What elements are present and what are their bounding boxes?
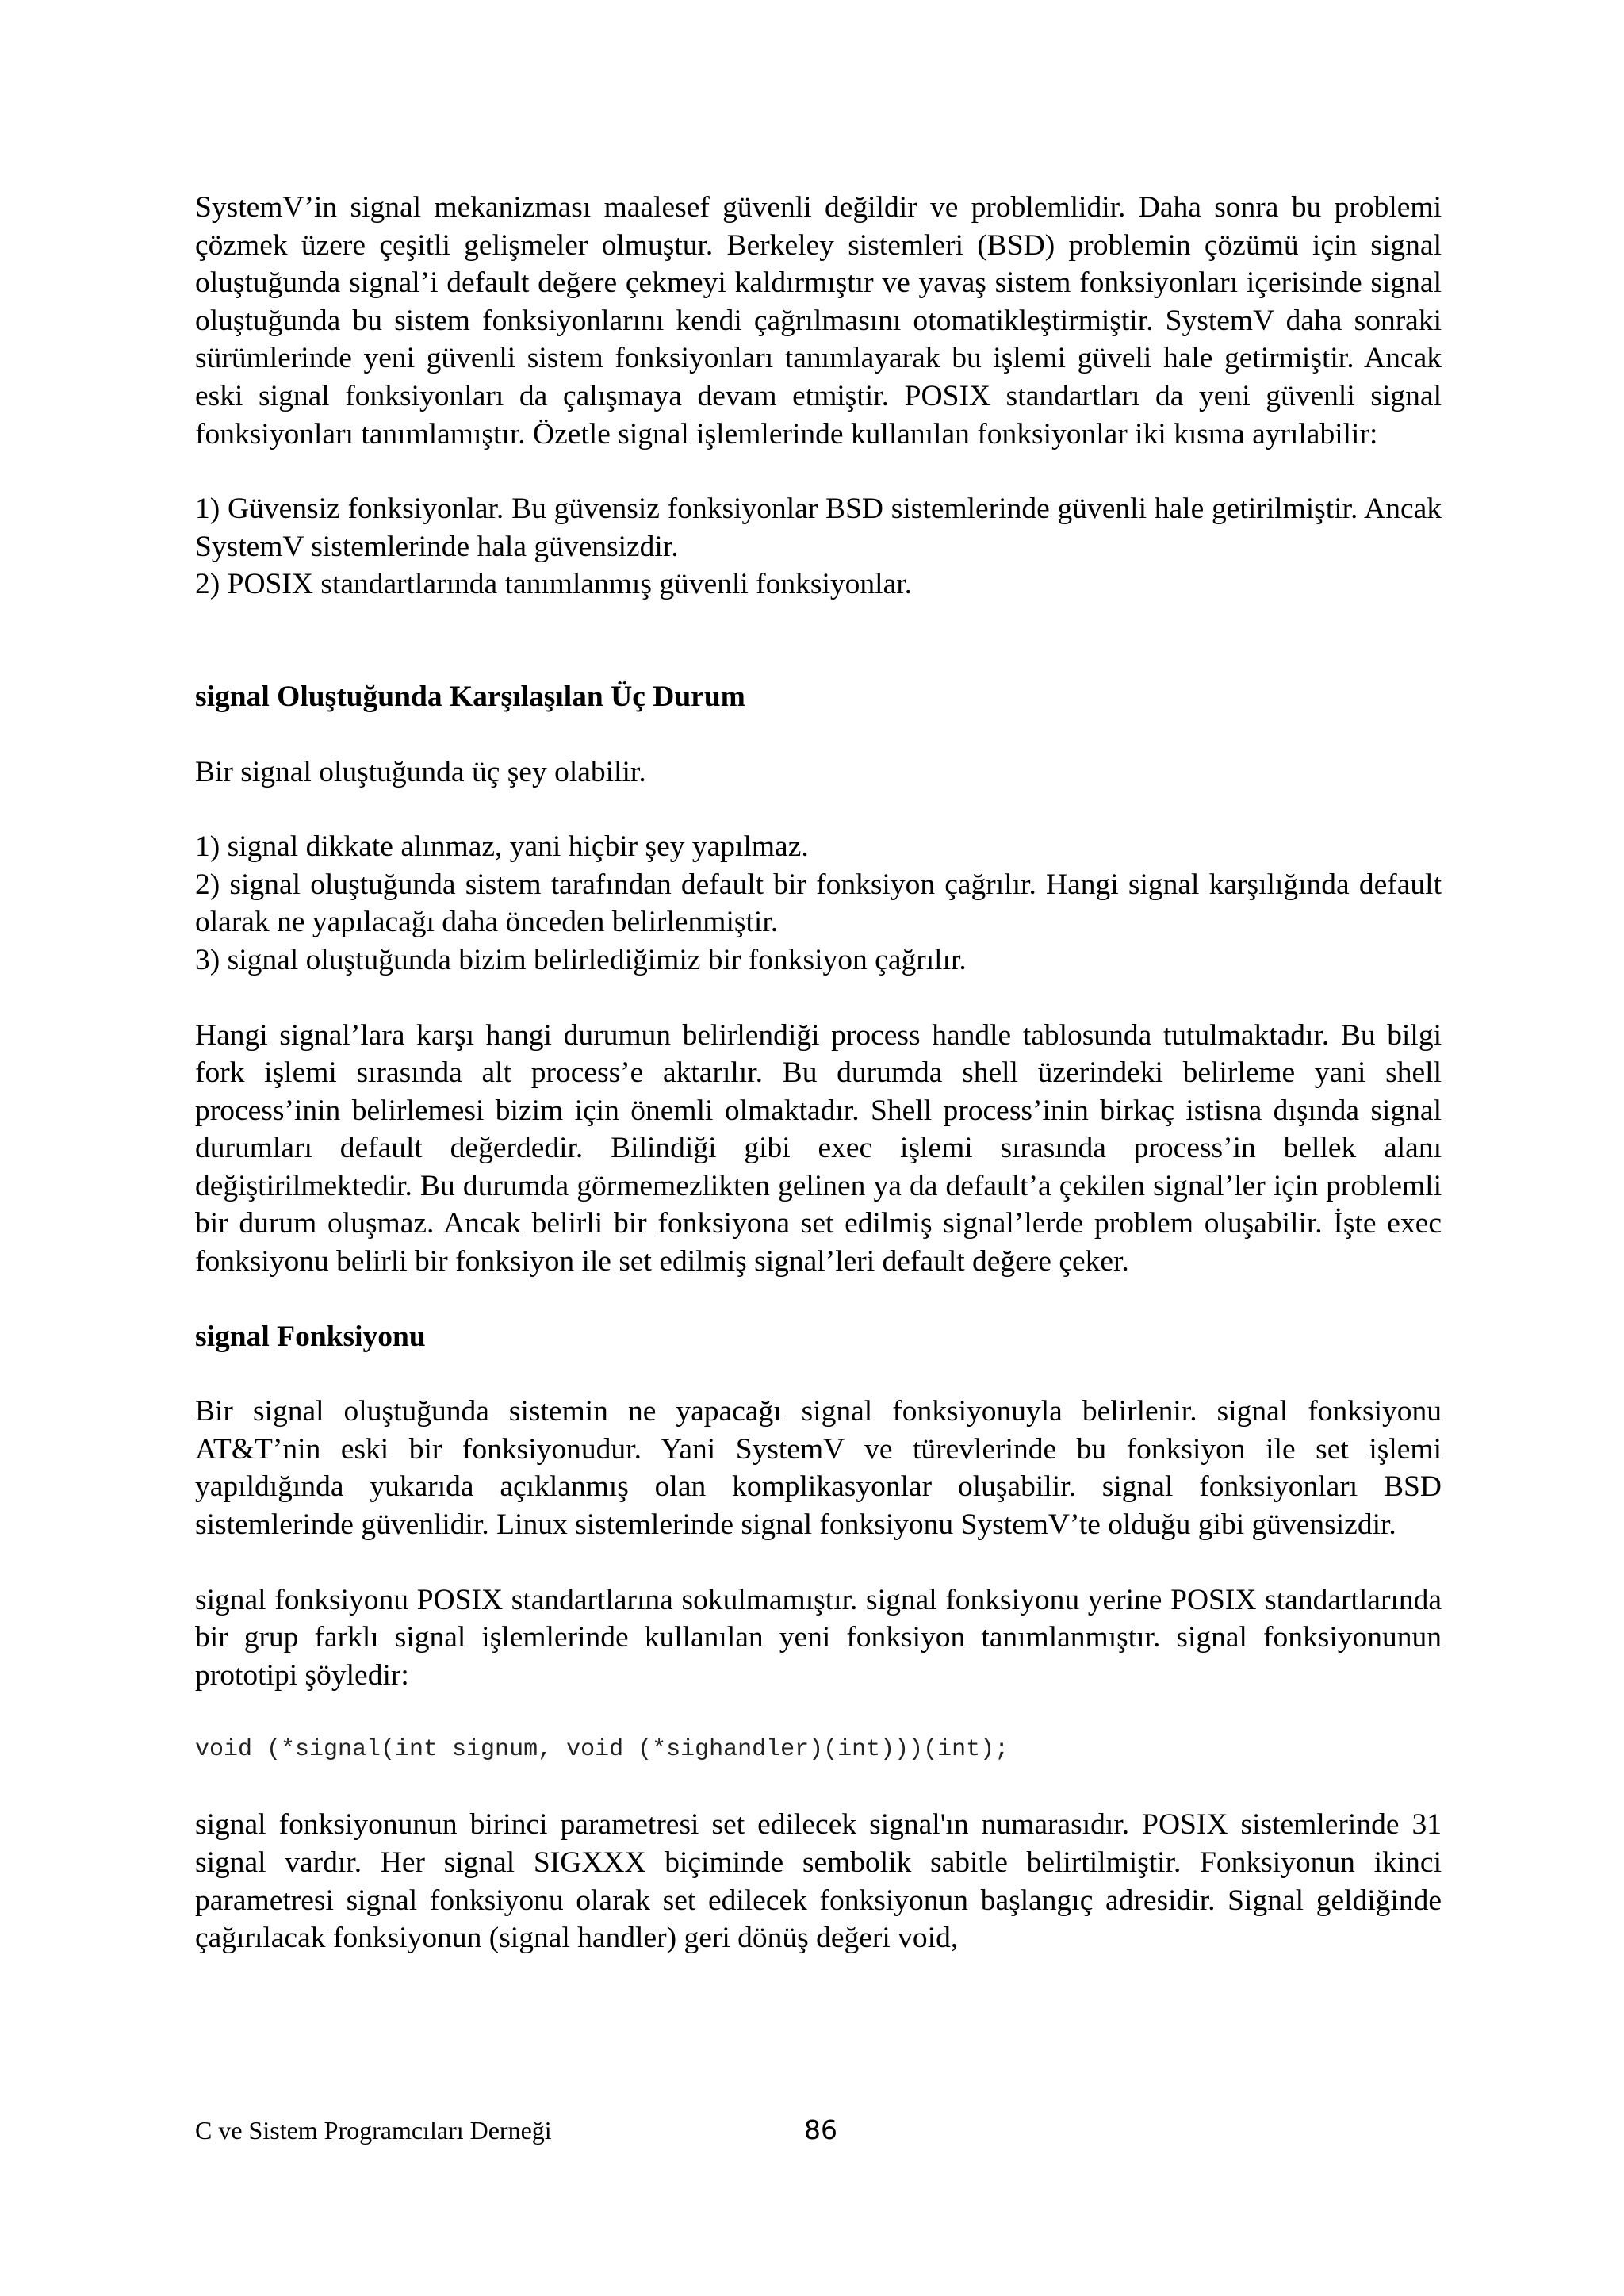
page-body [195,189,1442,1957]
paragraph: Bir signal oluştuğunda sistemin ne yapacağı signal fonksiyonuyla belirlenir. signal fonksiyonu AT&T’nin eski bir fonksiyonudur. Yani SystemV ve türevlerinde bu fonksiyon ile set işlemi yapıldığında yukarıda açıklanmış olan komplikasyonlar oluşabilir. signal fonksiyonları BSD sistemlerinde güvenlidir. Linux sistemlerinde signal fonksiyonu SystemV’te olduğu gibi güvensizdir. [195,1395,1442,1542]
list-item: 1) signal dikkate alınmaz, yani hiçbir şey yapılmaz. [195,830,809,864]
list-item: 3) signal oluştuğunda bizim belirlediğimiz bir fonksiyon çağrılır. [195,943,967,976]
paragraph: signal fonksiyonu POSIX standartlarına sokulmamıştır. signal fonksiyonu yerine POSIX standartlarında bir grup farklı signal işlemlerinde kullanılan yeni fonksiyon tanımlanmıştır. signal fonksiyonunun prototipi şöyledir: [195,1583,1442,1692]
section-heading: signal Oluştuğunda Karşılaşılan Üç Durum [195,680,745,713]
page-footer [195,2110,1442,2150]
list-item: 1) Güvensiz fonksiyonlar. Bu güvensiz fonksiyonlar BSD sistemlerinde güvenli hale getirilmiştir. Ancak SystemV sistemlerinde hala güvensizdir. [195,493,1442,563]
intro-paragraph: SystemV’in signal mekanizması maalesef güvenli değildir ve problemlidir. Daha sonra bu problemi çözmek üzere çeşitli gelişmeler olmuştur. Berkeley sistemleri (BSD) problemin çözümü için signal oluştuğunda signal’i default değere çekmeyi kaldırmıştır ve yavaş sistem fonksiyonları içerisinde signal oluştuğunda bu sistem fonksiyonlarını kendi çağrılmasını otomatikleştirmiştir. SystemV daha sonraki sürümlerinde yeni güvenli sistem fonksiyonları tanımlayarak bu işlemi güveli hale getirmiştir. Ancak eski signal fonksiyonları da çalışmaya devam etmiştir. POSIX standartları da yeni güvenli signal fonksiyonları tanımlamıştır. Özetle signal işlemlerinde kullanılan fonksiyonlar iki kısma ayrılabilir: [195,191,1442,450]
paragraph: Bir signal oluştuğunda üç şey olabilir. [195,755,646,788]
code-prototype: void (*signal(int signum, void (*sighandler)(int)))(int); [195,1736,1009,1764]
list-item: 2) POSIX standartlarında tanımlanmış güvenli fonksiyonlar. [195,568,913,601]
page-number: 86 [804,2114,837,2145]
footer-organization: C ve Sistem Programcıları Derneği [195,2116,552,2145]
section-heading: signal Fonksiyonu [195,1320,426,1353]
list-item: 2) signal oluştuğunda sistem tarafından default bir fonksiyon çağrılır. Hangi signal karşılığında default olarak ne yapılacağı daha önceden belirlenmiştir. [195,868,1442,939]
paragraph: signal fonksiyonunun birinci parametresi set edilecek signal'ın numarasıdır. POSIX sistemlerinde 31 signal vardır. Her signal SIGXXX biçiminde sembolik sabitle belirtilmiştir. Fonksiyonun ikinci parametresi signal fonksiyonu olarak set edilecek fonksiyonun başlangıç adresidir. Signal geldiğinde çağırılacak fonksiyonun (signal handler) geri dönüş değeri void, [195,1808,1442,1955]
paragraph: Hangi signal’lara karşı hangi durumun belirlendiği process handle tablosunda tutulmaktadır. Bu bilgi fork işlemi sırasında alt process’e aktarılır. Bu durumda shell üzerindeki belirleme yani shell process’inin belirlemesi bizim için önemli olmaktadır. Shell process’inin birkaç istisna dışında signal durumları default değerdedir. Bilindiği gibi exec işlemi sırasında process’in bellek alanı değiştirilmektedir. Bu durumda görmemezlikten gelinen ya da default’a çekilen signal’ler için problemli bir durum oluşmaz. Ancak belirli bir fonksiyona set edilmiş signal’lerde problem oluşabilir. İşte exec fonksiyonu belirli bir fonksiyon ile set edilmiş signal’leri default değere çeker. [195,1018,1442,1278]
